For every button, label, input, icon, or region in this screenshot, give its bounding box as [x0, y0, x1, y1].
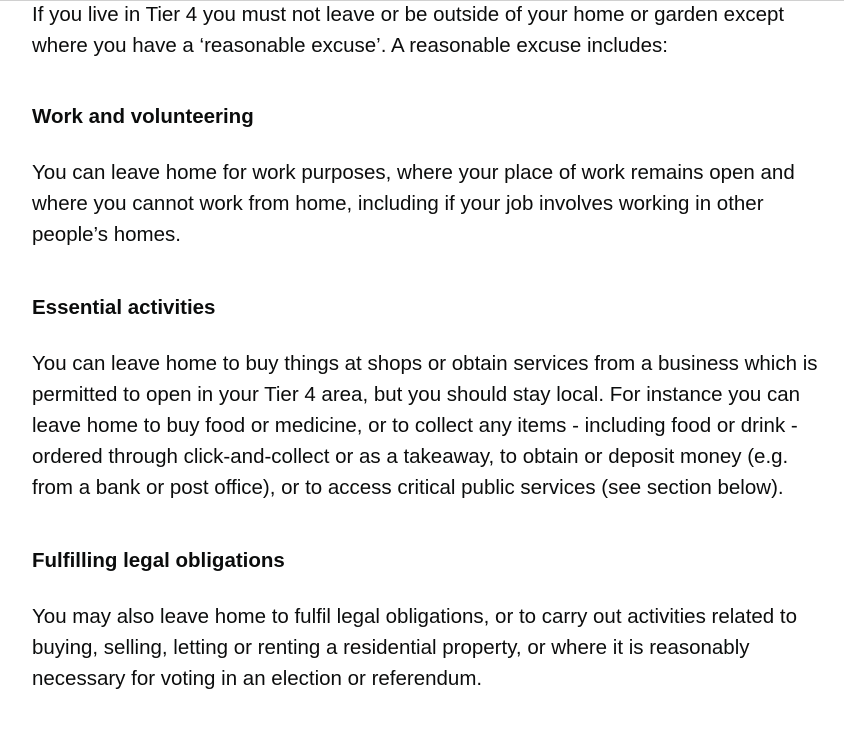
heading-essential-activities: Essential activities [32, 296, 216, 319]
intro-paragraph: If you live in Tier 4 you must not leave or be outside of your home or garden except where you have a ‘reasonable excuse’. A reasonable excuse includes: [32, 3, 785, 57]
paragraph-work-and-volunteering: You can leave home for work purposes, where your place of work remains open and where you cannot work from home, including if your job involves working in other people’s homes. [32, 161, 795, 246]
paragraph-fulfilling-legal-obligations: You may also leave home to fulfil legal obligations, or to carry out activities related to buying, selling, letting or renting a residential property, or where it is reasonably necessary for voting in an election or referendum. [32, 605, 797, 690]
paragraph-essential-activities: You can leave home to buy things at shops or obtain services from a business which is permitted to open in your Tier 4 area, but you should stay local. For instance you can leave home to buy food or medicine, or to collect any items - including food or drink - ordered through click-and-collect or as a takeaway, to obtain or deposit money (e.g. from a bank or post office), or to access critical public services (see section below). [32, 352, 818, 499]
heading-work-and-volunteering: Work and volunteering [32, 105, 254, 128]
article-body [32, 0, 832, 694]
heading-fulfilling-legal-obligations: Fulfilling legal obligations [32, 549, 285, 572]
